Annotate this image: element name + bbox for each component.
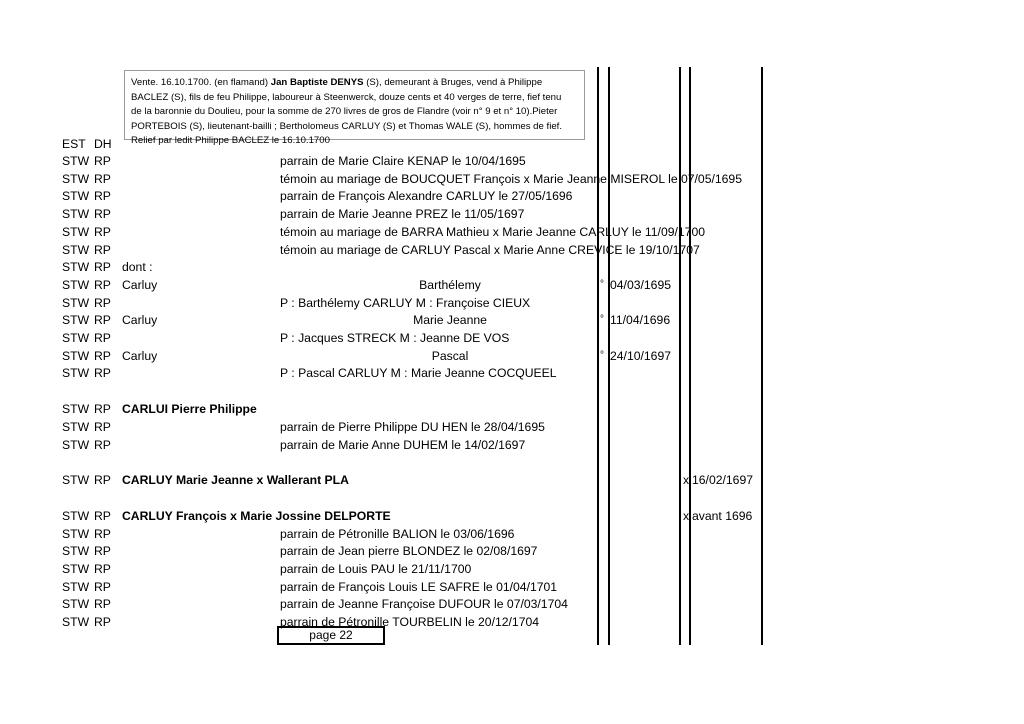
place-code: STW	[62, 419, 90, 434]
column-rule	[689, 67, 691, 645]
event-text: témoin au mariage de BOUCQUET François x Marie Jeanne MISEROL le 07/05/1695	[280, 171, 742, 186]
source-code: RP	[94, 597, 111, 612]
family-name: dont :	[122, 260, 153, 275]
marriage-mark: x	[683, 473, 690, 488]
source-code: RP	[94, 295, 111, 310]
birth-date: 11/04/1696	[610, 313, 671, 328]
place-code: STW	[62, 207, 90, 222]
event-text: parrain de Jeanne Françoise DUFOUR le 07/03/1704	[280, 597, 568, 612]
event-text: parrain de Marie Anne DUHEM le 14/02/1697	[280, 437, 526, 452]
source-code: RP	[94, 277, 111, 292]
source-code: RP	[94, 544, 111, 559]
header-dh: DH	[94, 137, 112, 151]
family-name: Carluy	[122, 348, 158, 363]
source-code: RP	[94, 402, 111, 417]
event-text: parrain de François Louis LE SAFRE le 01/04/1701	[280, 579, 558, 594]
event-text: parrain de Marie Claire KENAP le 10/04/1695	[280, 154, 526, 168]
place-code: STW	[62, 579, 90, 594]
family-name: CARLUY Marie Jeanne x Wallerant PLA	[122, 473, 349, 488]
source-code: RP	[94, 579, 111, 594]
place-code: STW	[62, 526, 90, 541]
source-code: RP	[94, 242, 111, 257]
column-rule	[679, 67, 681, 645]
note-name-bold: Jan Baptiste DENYS	[270, 77, 364, 88]
source-code: RP	[94, 207, 111, 222]
marriage-date: avant 1696	[692, 508, 753, 523]
place-code: STW	[62, 313, 90, 328]
place-code: STW	[62, 277, 90, 292]
source-code: RP	[94, 508, 111, 523]
source-code: RP	[94, 154, 111, 168]
note-line-4: PORTEBOIS (S), lieutenant-bailli ; Bertholomeus CARLUY (S) et Thomas WALE (S), hommes de fief.	[131, 120, 562, 132]
birth-mark: °	[600, 278, 604, 290]
first-name: Barthélemy	[419, 277, 481, 292]
source-code: RP	[94, 331, 111, 345]
page-number: page 22	[309, 628, 353, 642]
source-code: RP	[94, 348, 111, 363]
birth-mark: °	[600, 314, 604, 326]
event-text: P : Pascal CARLUY M : Marie Jeanne COCQUEEL	[280, 366, 557, 381]
birth-mark: °	[600, 349, 604, 361]
place-code: STW	[62, 224, 90, 239]
first-name: Pascal	[431, 348, 469, 363]
note-line-1b: (S), demeurant à Bruges, vend à Philippe	[363, 77, 543, 88]
place-code: STW	[62, 508, 90, 523]
event-text: parrain de Louis PAU le 21/11/1700	[280, 562, 472, 576]
event-text: P : Barthélemy CARLUY M : Françoise CIEUX	[280, 295, 531, 310]
source-code: RP	[94, 419, 111, 434]
family-name: CARLUI Pierre Philippe	[122, 402, 257, 417]
page-number-box	[277, 626, 385, 645]
source-code: RP	[94, 562, 111, 576]
sale-note-box	[124, 70, 585, 147]
place-code: STW	[62, 597, 90, 612]
event-text: parrain de Pierre Philippe DU HEN le 28/04/1695	[280, 419, 545, 434]
column-rule	[597, 67, 599, 645]
birth-date: 24/10/1697	[610, 348, 671, 363]
place-code: STW	[62, 260, 90, 275]
place-code: STW	[62, 189, 90, 204]
source-code: RP	[94, 615, 111, 630]
event-text: témoin au mariage de BARRA Mathieu x Marie Jeanne CARLUY le 11/09/1700	[280, 224, 705, 239]
family-name: CARLUY François x Marie Jossine DELPORTE	[122, 508, 391, 523]
place-code: STW	[62, 242, 90, 257]
source-code: RP	[94, 366, 111, 381]
event-text: P : Jacques STRECK M : Jeanne DE VOS	[280, 331, 510, 345]
place-code: STW	[62, 348, 90, 363]
source-code: RP	[94, 189, 111, 204]
place-code: STW	[62, 544, 90, 559]
birth-date: 04/03/1695	[610, 277, 671, 292]
place-code: STW	[62, 615, 90, 630]
event-text: parrain de Pétronille BALION le 03/06/1696	[280, 526, 515, 541]
place-code: STW	[62, 437, 90, 452]
note-line-1a: Vente. 16.10.1700. (en flamand)	[131, 77, 271, 88]
marriage-date: 16/02/1697	[692, 473, 753, 488]
place-code: STW	[62, 473, 90, 488]
first-name: Marie Jeanne	[413, 313, 487, 328]
place-code: STW	[62, 295, 90, 310]
event-text: parrain de Pétronille TOURBELIN le 20/12/1704	[280, 615, 540, 630]
source-code: RP	[94, 473, 111, 488]
place-code: STW	[62, 402, 90, 417]
source-code: RP	[94, 437, 111, 452]
source-code: RP	[94, 224, 111, 239]
event-text: parrain de Marie Jeanne PREZ le 11/05/1697	[280, 207, 525, 222]
event-text: parrain de François Alexandre CARLUY le 27/05/1696	[280, 189, 573, 204]
source-code: RP	[94, 171, 111, 186]
note-line-2: BACLEZ (S), fils de feu Philippe, laboureur à Steenwerck, douze cents et 40 verges de terre, fief tenu	[131, 91, 562, 103]
event-text: parrain de Jean pierre BLONDEZ le 02/08/1697	[280, 544, 538, 559]
place-code: STW	[62, 171, 90, 186]
place-code: STW	[62, 154, 90, 168]
event-text: témoin au mariage de CARLUY Pascal x Marie Anne CREVICE le 19/10/1707	[280, 242, 700, 257]
marriage-mark: x	[683, 508, 690, 523]
place-code: STW	[62, 562, 90, 576]
note-line-5: Relief par ledit Philippe BACLEZ le 16.10.1700	[131, 135, 330, 147]
family-name: Carluy	[122, 313, 158, 328]
family-name: Carluy	[122, 277, 158, 292]
header-est: EST	[62, 137, 86, 151]
source-code: RP	[94, 260, 111, 275]
column-rule	[761, 67, 763, 645]
source-code: RP	[94, 526, 111, 541]
source-code: RP	[94, 313, 111, 328]
place-code: STW	[62, 331, 90, 345]
note-line-3: de la baronnie du Doulieu, pour la somme de 270 livres de gros de Flandre (voir n° 9 et n° 10).Pieter	[131, 106, 558, 118]
place-code: STW	[62, 366, 90, 381]
